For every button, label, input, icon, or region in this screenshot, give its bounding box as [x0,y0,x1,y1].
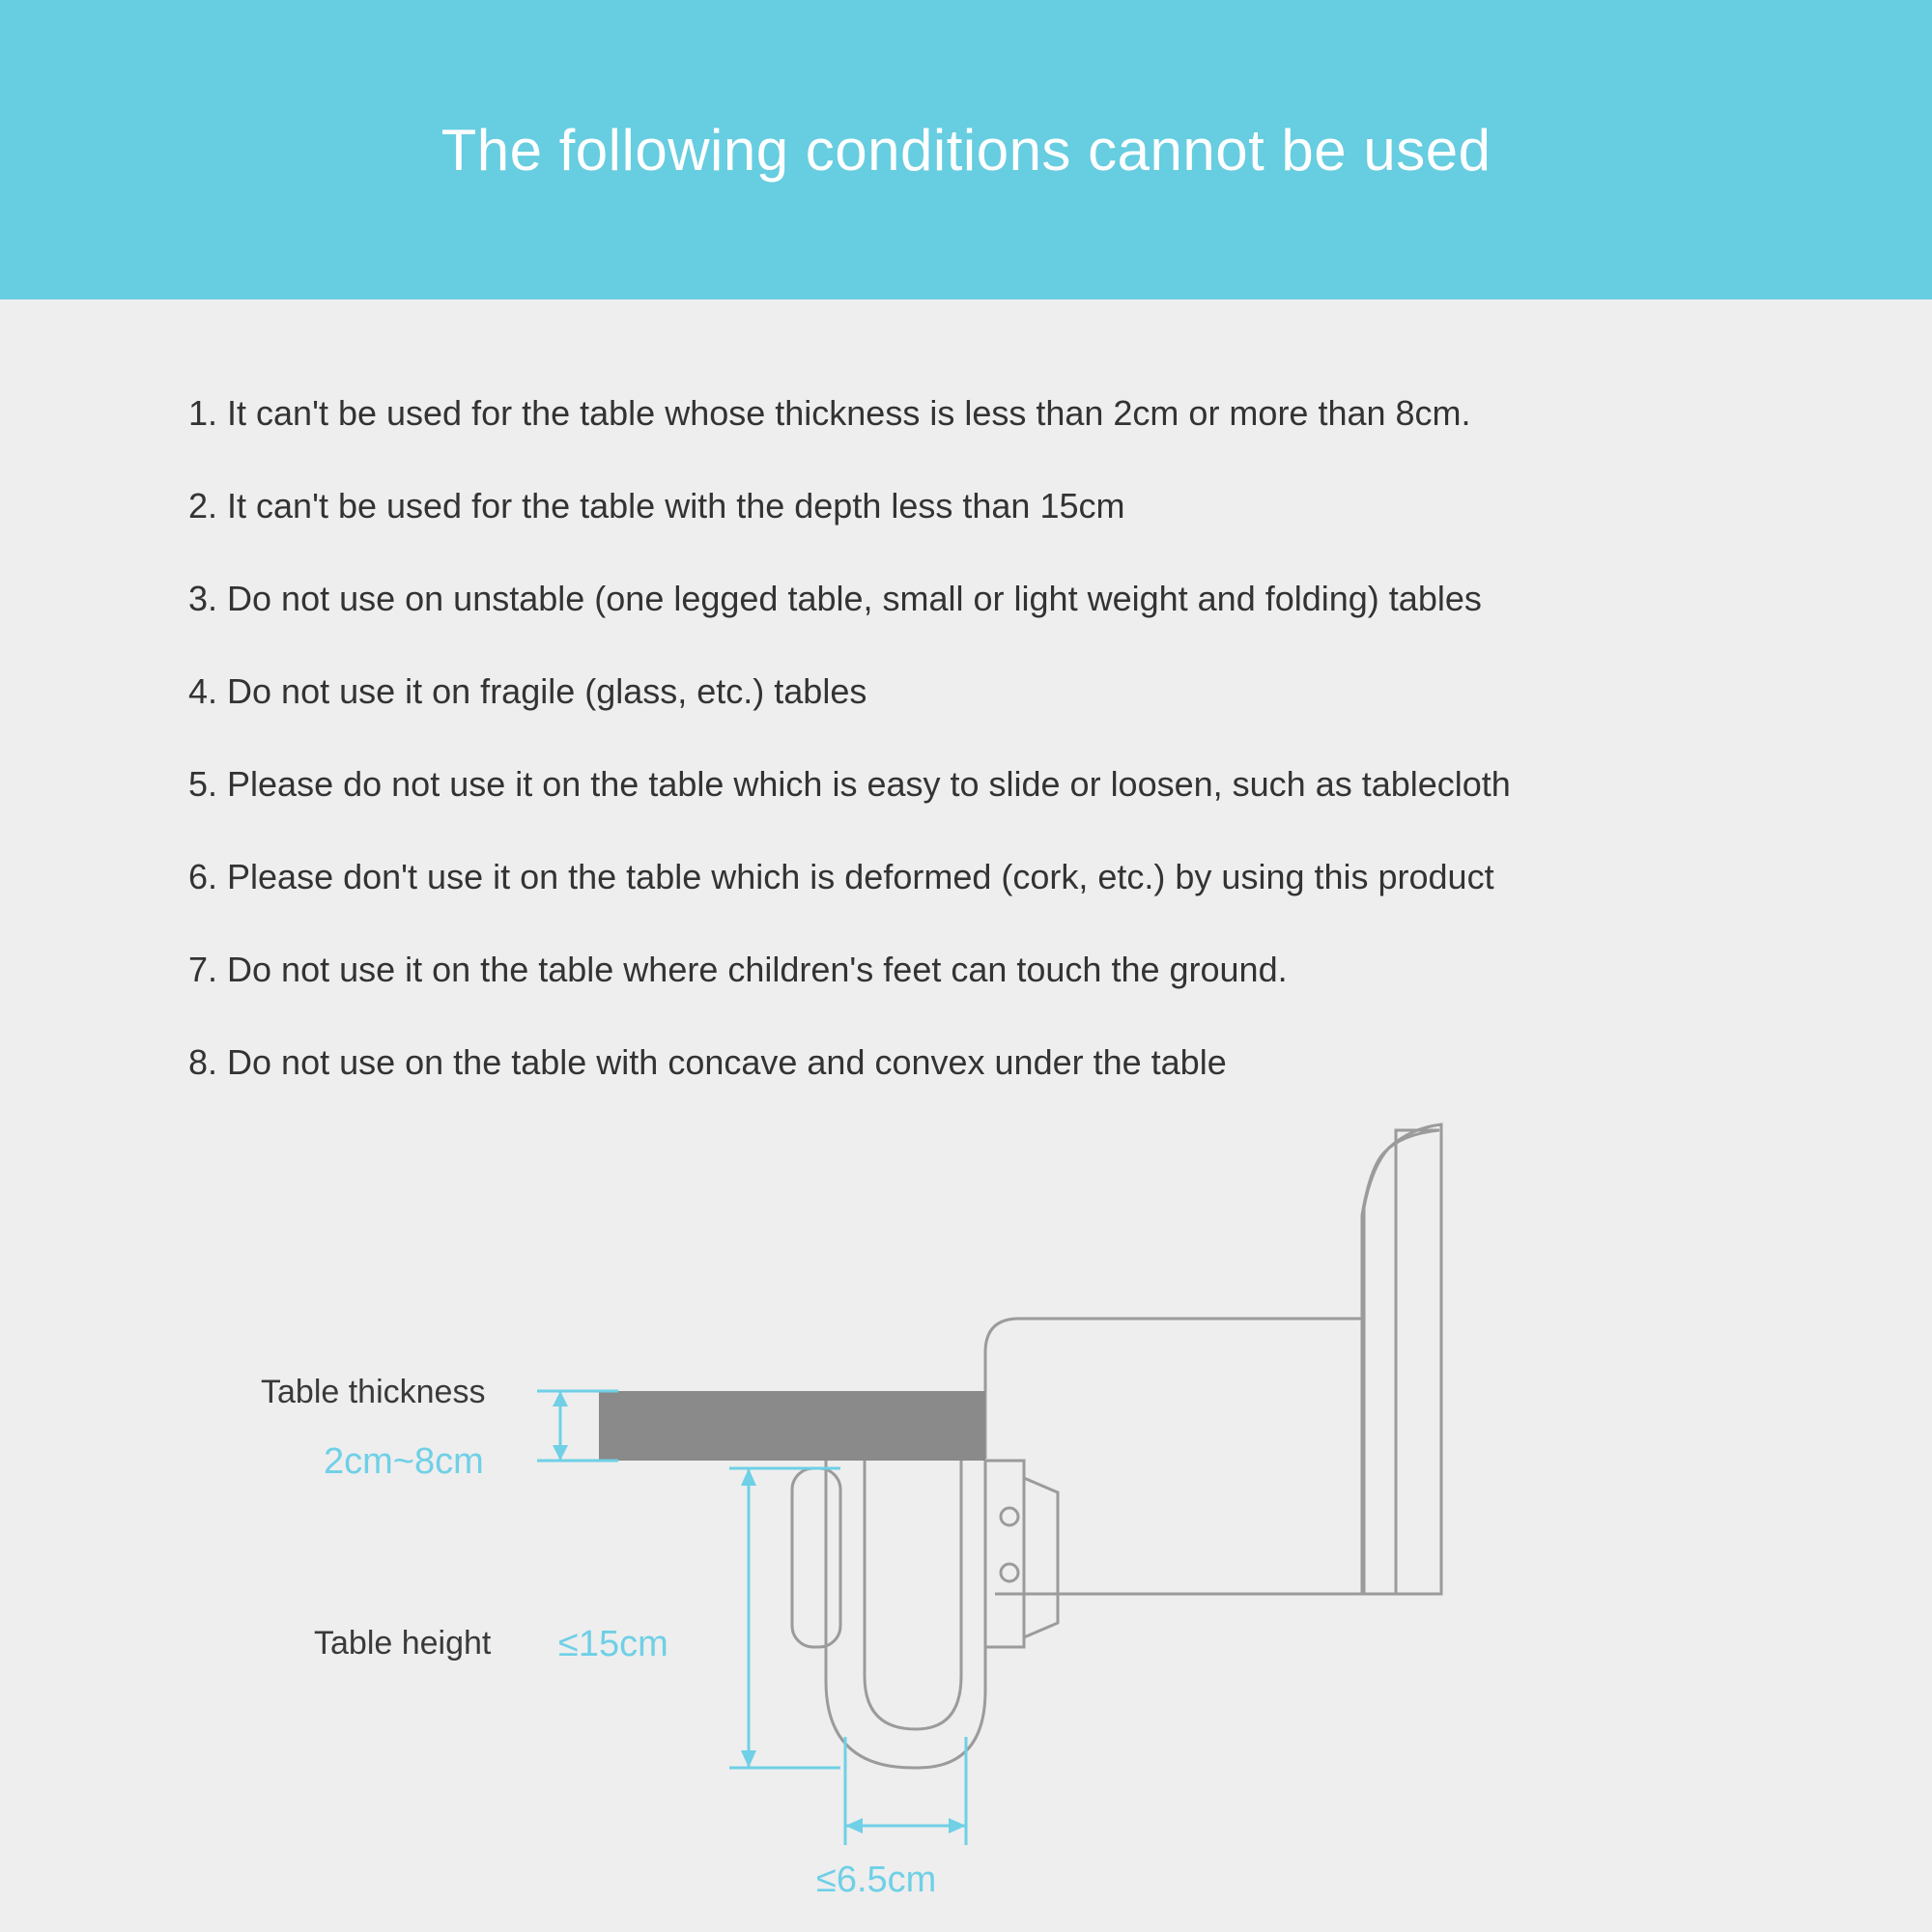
bracket-plate [985,1461,1058,1647]
table-thickness-label: Table thickness [261,1374,486,1410]
list-item: 3. Do not use on unstable (one legged table, small or light weight and folding) tables [188,579,1482,618]
list-item: 1. It can't be used for the table whose thickness is less than 2cm or more than 8cm. [188,393,1471,433]
conditions-list [188,391,1773,1133]
chair-hook-outline [985,1130,1439,1594]
clamp-dimension-diagram [0,1111,1932,1932]
table-height-value: ≤15cm [558,1624,668,1664]
table-thickness-value: 2cm~8cm [324,1441,484,1482]
u-clamp-outline [792,1461,985,1768]
list-item: 4. Do not use it on fragile (glass, etc.) tables [188,671,867,711]
depth-dimension [845,1737,966,1845]
list-item: 6. Please don't use it on the table which is deformed (cork, etc.) by using this product [188,857,1494,896]
table-top [599,1391,985,1461]
list-item: 7. Do not use it on the table where children's feet can touch the ground. [188,950,1288,989]
list-item: 2. It can't be used for the table with the depth less than 15cm [188,486,1125,526]
seat-panel-outline [1364,1124,1441,1594]
list-item: 5. Please do not use it on the table which is easy to slide or loosen, such as tablecloth [188,764,1511,804]
height-dimension [729,1468,840,1768]
table-height-label: Table height [314,1625,492,1662]
list-item: 8. Do not use on the table with concave and convex under the table [188,1042,1227,1082]
page-title: The following conditions cannot be used [440,117,1492,183]
clamp-depth-value: ≤6.5cm [816,1860,937,1900]
